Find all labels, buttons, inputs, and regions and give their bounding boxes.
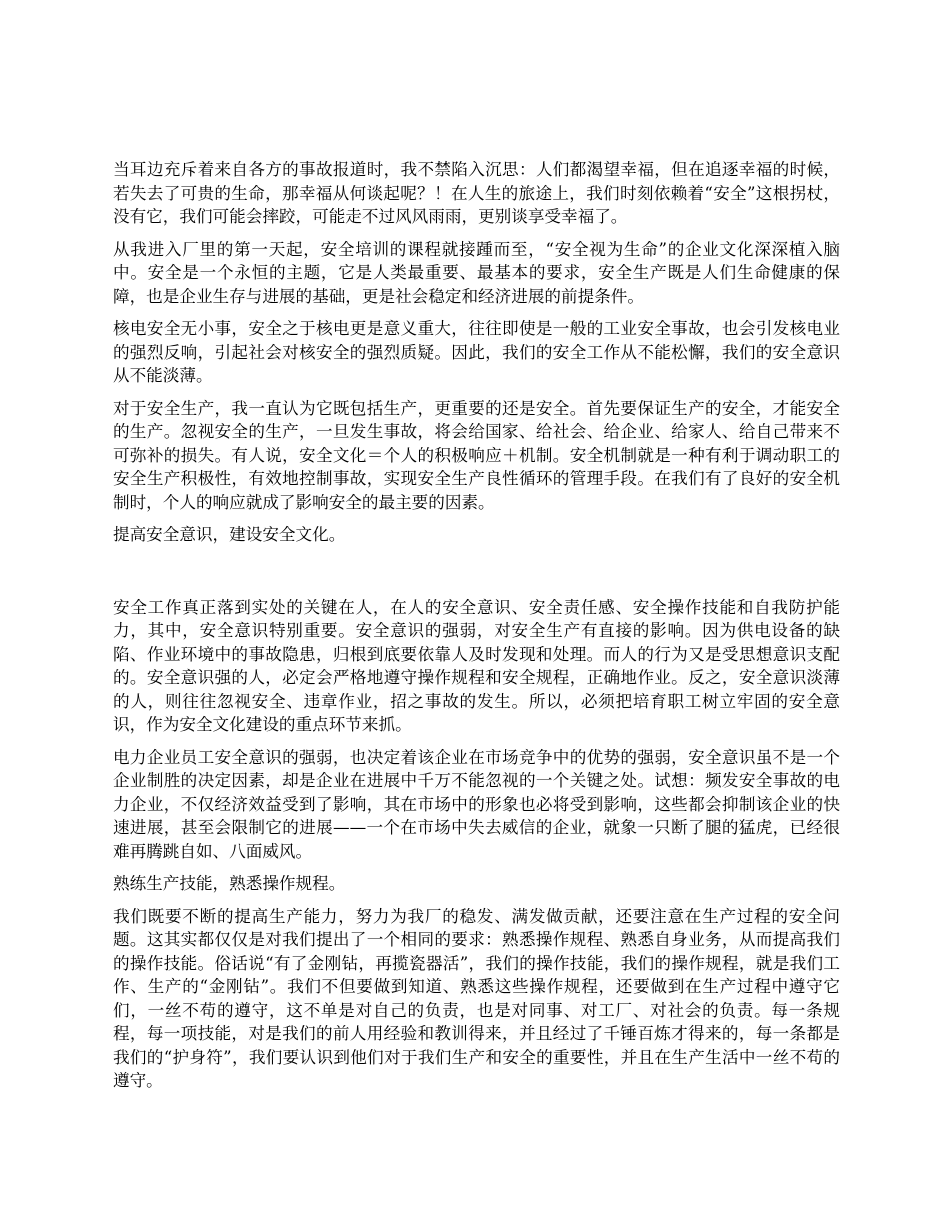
section-heading-safety-awareness: 提高安全意识，建设安全文化。: [113, 525, 346, 544]
paragraph-training: 从我进入厂里的第一天起，安全培训的课程就接踵而至，“安全视为生命”的企业文化深深植入脑中。安全是一个永恒的主题，它是人类最重要、最基本的要求，安全生产既是人们生命健康的保障，也是企业生存与进展的基础，更是社会稳定和经济进展的前提条件。: [113, 239, 840, 306]
section-gap: [113, 556, 840, 596]
document-page: [113, 158, 840, 1102]
paragraph-intro: 当耳边充斥着来自各方的事故报道时，我不禁陷入沉思：人们都渴望幸福，但在追逐幸福的时候，若失去了可贵的生命，那幸福从何谈起呢？！在人生的旅途上，我们时刻依赖着“安全”这根拐杖，没有它，我们可能会摔跤，可能走不过风风雨雨，更别谈享受幸福了。: [113, 160, 840, 226]
section-heading-skills: 熟练生产技能，熟悉操作规程。: [113, 874, 346, 893]
paragraph-market-competition: 电力企业员工安全意识的强弱，也决定着该企业在市场竞争中的优势的强弱，安全意识虽不是一个企业制胜的决定因素，却是企业在进展中千万不能忽视的一个关键之处。试想：频发安全事故的电力企业，不仅经济效益受到了影响，其在市场中的形象也必将受到影响，这些都会抑制该企业的快速进展，甚至会限制它的进展——一个在市场中失去威信的企业，就象一只断了腿的猛虎，已经很难再腾跳自如、八面威风。: [113, 747, 840, 861]
paragraph-operating-rules: 我们既要不断的提高生产能力，努力为我厂的稳发、满发做贡献，还要注意在生产过程的安全问题。这其实都仅仅是对我们提出了一个相同的要求：熟悉操作规程、熟悉自身业务，从而提高我们的操作技能。俗话说“有了金刚钻，再揽瓷器活”，我们的操作技能，我们的操作规程，就是我们工作、生产的“金刚钻”。我们不但要做到知道、熟悉这些操作规程，还要做到在生产过程中遵守它们，一丝不苟的遵守，这不单是对自己的负责，也是对同事、对工厂、对社会的负责。每一条规程，每一项技能，对是我们的前人用经验和教训得来，并且经过了千锤百炼才得来的，每一条都是我们的“护身符”，我们要认识到他们对于我们生产和安全的重要性，并且在生产生活中一丝不苟的遵守。: [113, 906, 840, 1090]
paragraph-safety-production: 对于安全生产，我一直认为它既包括生产，更重要的还是安全。首先要保证生产的安全，才能安全的生产。忽视安全的生产，一旦发生事故，将会给国家、给社会、给企业、给家人、给自己带来不可弥补的损失。有人说，安全文化＝个人的积极响应＋机制。安全机制就是一种有利于调动职工的安全生产积极性，有效地控制事故，实现安全生产良性循环的管理手段。在我们有了良好的安全机制时，个人的响应就成了影响安全的最主要的因素。: [113, 398, 840, 512]
paragraph-nuclear-safety: 核电安全无小事，安全之于核电更是意义重大，往往即使是一般的工业安全事故，也会引发核电业的强烈反响，引起社会对核安全的强烈质疑。因此，我们的安全工作从不能松懈，我们的安全意识从不能淡薄。: [113, 319, 840, 385]
paragraph-key-is-people: 安全工作真正落到实处的关键在人，在人的安全意识、安全责任感、安全操作技能和自我防护能力，其中，安全意识特别重要。安全意识的强弱，对安全生产有直接的影响。因为供电设备的缺陷、作业环境中的事故隐患，归根到底要依靠人及时发现和处理。而人的行为又是受思想意识支配的。安全意识强的人，必定会严格地遵守操作规程和安全规程，正确地作业。反之，安全意识淡薄的人，则往往忽视安全、违章作业，招之事故的发生。所以，必须把培育职工树立牢固的安全意识，作为安全文化建设的重点环节来抓。: [113, 597, 840, 734]
